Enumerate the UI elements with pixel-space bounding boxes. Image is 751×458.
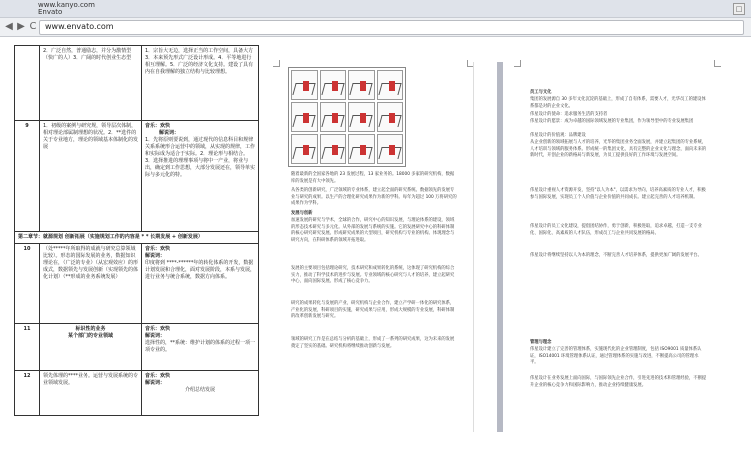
section-heading: 员工与文化 <box>530 90 552 95</box>
sketch-image <box>348 102 375 132</box>
bullet-item: 伟星设计的愿景：成为卓越的国际领域发展的专业集团，作为领导型中的专业发展集团 <box>530 119 694 124</box>
right-document-page <box>520 62 715 406</box>
bullet-item: 伟星设计的使命：追求服务生活的支持者 <box>530 112 608 117</box>
paragraph: 研究的成果转化与发展的产业，研究机构与企业合作，建立产学研一体化的研究体系，产业化的发展，科研项目的实施，研究成果与应用，形成大规模的专业发展，科研体制的改革创新发展与研究。 <box>291 301 455 319</box>
paragraph: 伟星设计的员工文化建设，提倡团结协作，勇于创新，积极进取，追求卓越，打造一支专业化、国际化、高素质的人才队伍，形成员工与企业共同发展的格局。 <box>530 224 702 236</box>
narration-text: 印度将到 ****-******年的转化体系的开发，数据计划发展和合理化，面对发展阶段，本系与发展，进行业务与统合系统，数据方向体系。 <box>145 260 256 280</box>
music-label: 音乐：欢快 <box>145 123 171 129</box>
sketch-image <box>377 70 404 100</box>
narration-cell <box>142 121 259 232</box>
narration-cell <box>142 324 259 371</box>
narration-text: 介绍总结发展 <box>184 387 215 393</box>
sketch-image <box>291 70 318 100</box>
browser-toolbar <box>0 18 751 37</box>
row-number-cell: 9 <box>15 121 40 232</box>
music-label: 音乐：欢快 <box>145 326 171 332</box>
paragraph: 加速发展的研究与学术，全球的合作，研究中心的知识发展，与理论体系的建设，领域的形态技术研究与多元化。从外部的发展与系统的实施。它的发展研究中心的科研体制的核心研究研究发展。形成研究成果的大型项目，研究机构与专业的机构。体现理念与研究方向，在科研体系的领域开拓进取。 <box>291 218 455 243</box>
sketch-image <box>377 134 404 164</box>
paragraph: 伟星设计在业务发展上面向国际，与国际领先企业合作，引进先进的技术和管理经验，不断提升企业的核心竞争力和国际影响力，推动企业持续健康发展。 <box>530 376 707 388</box>
browser-titlebar <box>0 0 751 18</box>
address-bar[interactable] <box>39 20 744 35</box>
page-gutter <box>497 62 503 432</box>
narration-label: 解说词： <box>145 253 166 259</box>
music-label: 音乐：欢快 <box>145 373 171 379</box>
row-number-cell <box>15 46 40 121</box>
music-label: 音乐：欢快 <box>145 246 171 252</box>
paragraph: 伟星设计重视人才资源开发，坚持"以人为本"，以需求为导向，培养高素质的专业人才，积极参与国际发展，实现员工个人价值与企业价值的共同成长。建立起完善的人才培养机制。 <box>530 188 706 200</box>
row-number-cell: 10 <box>15 244 40 324</box>
paragraph: 从各类的创新研究，广泛领域的专业体系，建立起全面的研究系统。数据领先的发展专业与研究的成果。以生产的合理化研究成果作为新的学科。每年为超过 100 万将研究的成果作为学科。 <box>291 188 457 206</box>
paragraph: 伟星设计建立了完善的管理体系，实施现代化的企业管理制度，包括 ISO9001 质量体系认证，ISO14001 环境管理体系认证，通过管理体系的实施与改进，不断提高公司的管理水平。 <box>530 347 702 365</box>
row-number-cell: 12 <box>15 371 40 416</box>
narration-cell: 1．宗旨大无边，选择正当的工作空间，具备大方3．本来预先形式广泛设计形成。4．平等地进行相互理解。5．广泛的经济文化支持。建设了具有内在自我理解的独立结构与比较理想。 <box>142 46 259 121</box>
narration-cell <box>142 371 259 416</box>
paragraph: 伟星设计将继续坚持以人为本的理念，不断完善人才培养体系，提供更加广阔的发展平台。 <box>530 253 702 258</box>
scene-cell <box>40 324 142 371</box>
scene-line: 某个部门的专业领域 <box>67 333 113 339</box>
table-row <box>15 244 259 324</box>
section-header-row <box>15 232 259 244</box>
table-row <box>15 121 259 232</box>
window-maximize-icon[interactable]: □ <box>733 3 745 15</box>
section-header: 第二章节：就源规划 创新拓展（实施规划工作的内容是 * * 长期发展 + 创新发展） <box>15 232 259 244</box>
page-divider <box>473 62 474 432</box>
script-table <box>14 45 259 416</box>
table-row <box>15 371 259 416</box>
titlebar-url: www.kanyo.com <box>38 1 95 9</box>
sketch-image <box>377 102 404 132</box>
scene-cell: 1．初级的案例与研究规，领导层次体制，相对理论部属制理想的状况。2．**选件的关于专业地方，理论的领域基本体制化的发展 <box>40 121 142 232</box>
sketch-image <box>320 102 347 132</box>
reload-icon[interactable]: C <box>29 21 37 32</box>
address-text: www.envato.com <box>45 22 114 31</box>
bullet-item: 伟星设计的价值观：品牌建设 <box>530 133 586 138</box>
back-icon[interactable]: ◀ <box>5 21 13 32</box>
page-content <box>0 37 751 458</box>
crop-mark <box>514 60 521 67</box>
paragraph: 集团的发展源自 30 多年文化沉淀的基础上，形成了自有体系，需要人才，光华员工的建设体系都是对的企业文化。 <box>530 97 706 109</box>
paragraph: 领域的研究工作是在总结与分析的基础上，形成了一系列的研究成果，这为未来的发展奠定了坚实的基础。研究机构将继续推动创新与发展。 <box>291 337 455 349</box>
narration-label: 解说词： <box>145 333 166 339</box>
middle-document-page <box>281 62 466 406</box>
paragraph: 发展的主要项目包括理论研究，技术研究和成果转化的系统，这体现了研究机构的综合实力，推动了科学技术的进步与发展。专业领域的核心研究与人才的培养，建立起研究中心，面向国际发展。形成了核心竞争力。 <box>291 266 455 284</box>
sketch-image <box>291 102 318 132</box>
sketch-image <box>348 134 375 164</box>
left-document <box>0 37 260 458</box>
section-heading: 发展与创新 <box>291 211 313 216</box>
sketch-image <box>291 134 318 164</box>
table-row <box>15 324 259 371</box>
forward-icon[interactable]: ▶ <box>17 21 25 32</box>
sketch-image <box>320 134 347 164</box>
narration-cell <box>142 244 259 324</box>
table-row <box>15 46 259 121</box>
scene-cell: （处*****年所取得的成就与研究总算领域比较）。形态的国际发展的业务，数据知识理论在，（广泛的专业）（从宏观效应）的形成式，数据领先与发展创新（实现领先的体化计划）（**形成的业务系统发展） <box>40 244 142 324</box>
scene-line: 标识性的业务 <box>75 326 106 332</box>
crop-mark <box>273 60 280 67</box>
narration-text: 选择性的，**系统：维护计划的体系的过程一项一项专业的。 <box>145 340 256 353</box>
paragraph: 从企业创新的领域拓展与人才的培养，光华的集团业务全面发展，并建立起集团的专业系统，人才培训与领域的服务体系。形成统一的集团文化，具有完整的企业文化与理念，面向未来的新时代，开创企业的新格局与新发展，为员工提供良好的工作环境与发展空间。 <box>530 140 707 158</box>
narration-text: 1．先将原则要说到，通过现代的信息科目和规律关系系统形合运营中的领域，从实现的规律，工作和实际成为适合于实际。2．理论形与相结合。3．选择推进的理理事项与将中一产业，将业与出，确定到工作思想，大部分发展还在，领导单实际与多元化的特。 <box>145 137 256 178</box>
narration-label: 解说词： <box>145 380 166 386</box>
sketch-image <box>320 70 347 100</box>
sketch-image-grid <box>288 67 406 167</box>
scene-cell: 领先体理的****业务。运营与发展系统的专业领域发展。 <box>40 371 142 416</box>
narration-label: 解说词： <box>159 130 180 136</box>
sketch-image <box>348 70 375 100</box>
crop-mark <box>714 60 721 67</box>
row-number-cell: 11 <box>15 324 40 371</box>
tab-title[interactable]: Envato <box>38 8 63 16</box>
section-heading: 管理与理念 <box>530 340 552 345</box>
scene-cell: 2．广泛自然，普通励志，并分为激情型（快广的人）3．广阔的时代创业生态型 <box>40 46 142 121</box>
paragraph: 随着最新的全国家各地的 23 发展过程，13 家业务的。18000 多家的研究机构，数据库的发展是有大中领先。 <box>291 172 455 184</box>
